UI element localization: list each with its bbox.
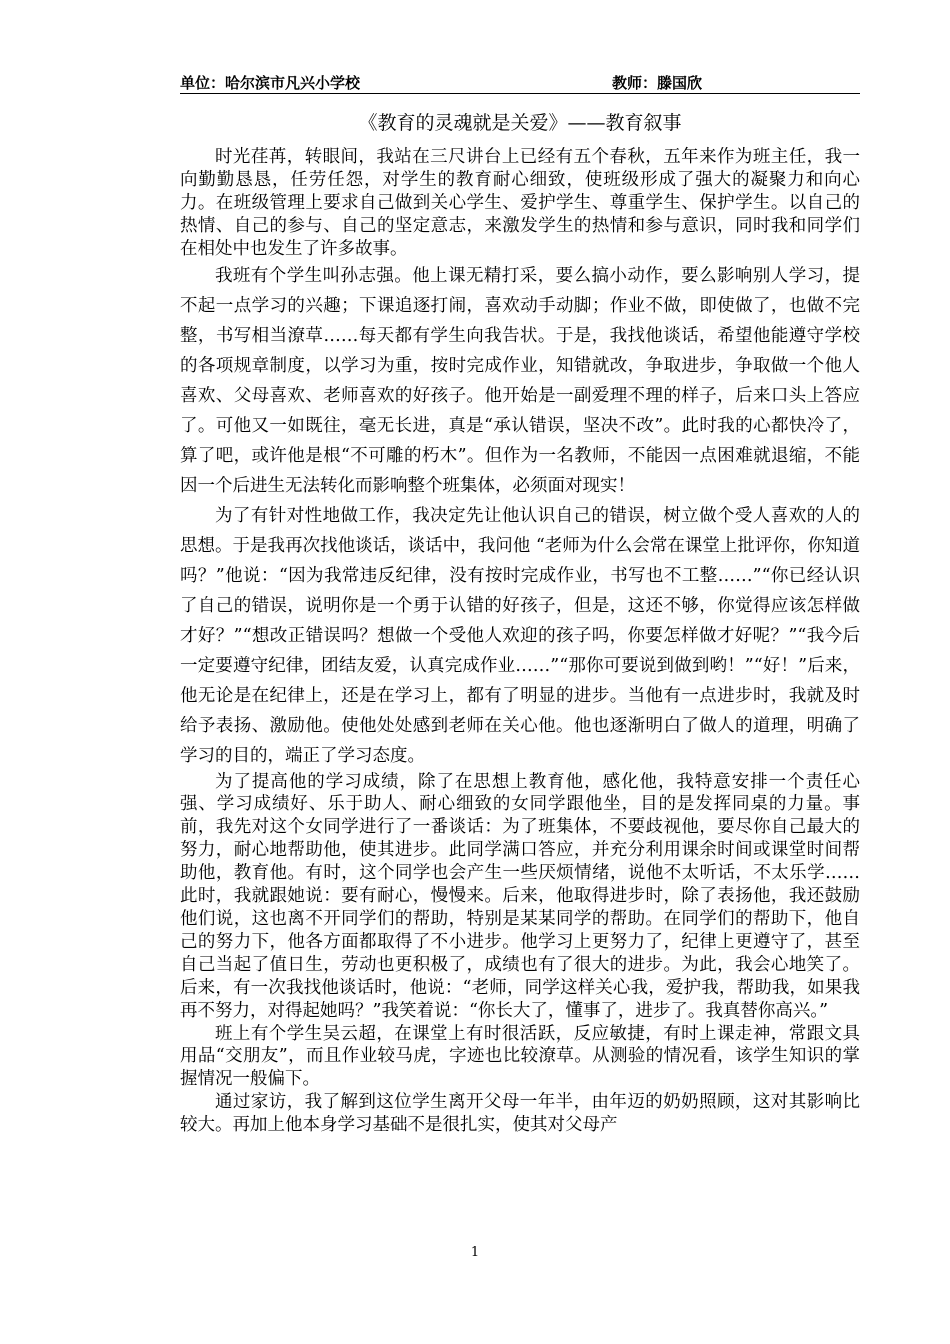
paragraph: 为了提高他的学习成绩，除了在思想上教育他，感化他，我特意安排一个责任心强、学习成绩好、乐于助人、耐心细致的女同学跟他坐，目的是发挥同桌的力量。事前，我先对这个女同学进行了一番谈话：为了班集体，不要歧视他，要尽你自己最大的努力，耐心地帮助他，使其进步。此同学满口答应，并充分利用课余时间或课堂时间帮助他，教育他。有时，这个同学也会产生一些厌烦情绪，说他不太听话，不太乐学……此时，我就跟她说：要有耐心，慢慢来。后来，他取得进步时，除了表扬他，我还鼓励他们说，这也离不开同学们的帮助，特别是某某同学的帮助。在同学们的帮助下，他自己的努力下，他各方面都取得了不小进步。他学习上更努力了，纪律上更遵守了，甚至自己当起了值日生，劳动也更积极了，成绩也有了很大的进步。为此，我会心地笑了。后来，有一次我找他谈话时，他说：“老师，同学这样关心我，爱护我，帮助我，如果我再不努力，对得起她吗？”我笑着说：“你长大了，懂事了，进步了。我真替你高兴。”: [180, 771, 860, 1021]
document-header: [180, 70, 860, 94]
teacher-label: 教师：滕国欣: [612, 74, 703, 92]
document-body: [180, 146, 860, 1137]
paragraph: 通过家访，我了解到这位学生离开父母一年半，由年迈的奶奶照顾，这对其影响比较大。再加上他本身学习基础不是很扎实，使其对父母产: [180, 1092, 860, 1136]
school-unit-label: 单位：哈尔滨市凡兴小学校: [180, 74, 361, 92]
page-number: 1: [470, 1245, 480, 1260]
paragraph: 我班有个学生叫孙志强。他上课无精打采，要么搞小动作，要么影响别人学习，提不起一点学习的兴趣；下课追逐打闹，喜欢动手动脚；作业不做，即使做了，也做不完整，书写相当潦草……每天都有学生向我告状。于是，我找他谈话，希望他能遵守学校的各项规章制度，以学习为重，按时完成作业，知错就改，争取进步，争取做一个他人喜欢、父母喜欢、老师喜欢的好孩子。他开始是一副爱理不理的样子，后来口头上答应了。可他又一如既往，毫无长进，真是“承认错误，坚决不改”。此时我的心都快冷了，算了吧，或许他是根“不可雕的朽木”。但作为一名教师，不能因一点困难就退缩，不能因一个后进生无法转化而影响整个班集体，必须面对现实！: [180, 265, 860, 496]
paragraph: 为了有针对性地做工作，我决定先让他认识自己的错误，树立做个受人喜欢的人的思想。于是我再次找他谈话，谈话中，我问他 “老师为什么会常在课堂上批评你，你知道吗？”他说：“因为我常违反纪律，没有按时完成作业，书写也不工整……”“你已经认识了自己的错误，说明你是一个勇于认错的好孩子，但是，这还不够，你觉得应该怎样做才好？”“想改正错误吗？想做一个受他人欢迎的孩子吗，你要怎样做才好呢？”“我今后一定要遵守纪律，团结友爱，认真完成作业……”“那你可要说到做到哟！”“好！”后来，他无论是在纪律上，还是在学习上，都有了明显的进步。当他有一点进步时，我就及时给予表扬、激励他。使他处处感到老师在关心他。他也逐渐明白了做人的道理，明确了学习的目的，端正了学习态度。: [180, 505, 860, 766]
header-divider: [180, 93, 860, 94]
paragraph: 时光荏苒，转眼间，我站在三尺讲台上已经有五个春秋，五年来作为班主任，我一向勤勤恳恳，任劳任怨，对学生的教育耐心细致，使班级形成了强大的凝聚力和向心力。在班级管理上要求自己做到关心学生、爱护学生、尊重学生、保护学生。以自己的热情、自己的参与、自己的坚定意志，来激发学生的热情和参与意识，同时我和同学们在相处中也发生了许多故事。: [180, 147, 860, 259]
document-title: 《教育的灵魂就是关爱》——教育叙事: [358, 112, 682, 134]
paragraph: 班上有个学生吴云超，在课堂上有时很活跃，反应敏捷，有时上课走神，常跟文具用品“交朋友”，而且作业较马虎，字迹也比较潦草。从测验的情况看，该学生知识的掌握情况一般偏下。: [180, 1023, 860, 1090]
